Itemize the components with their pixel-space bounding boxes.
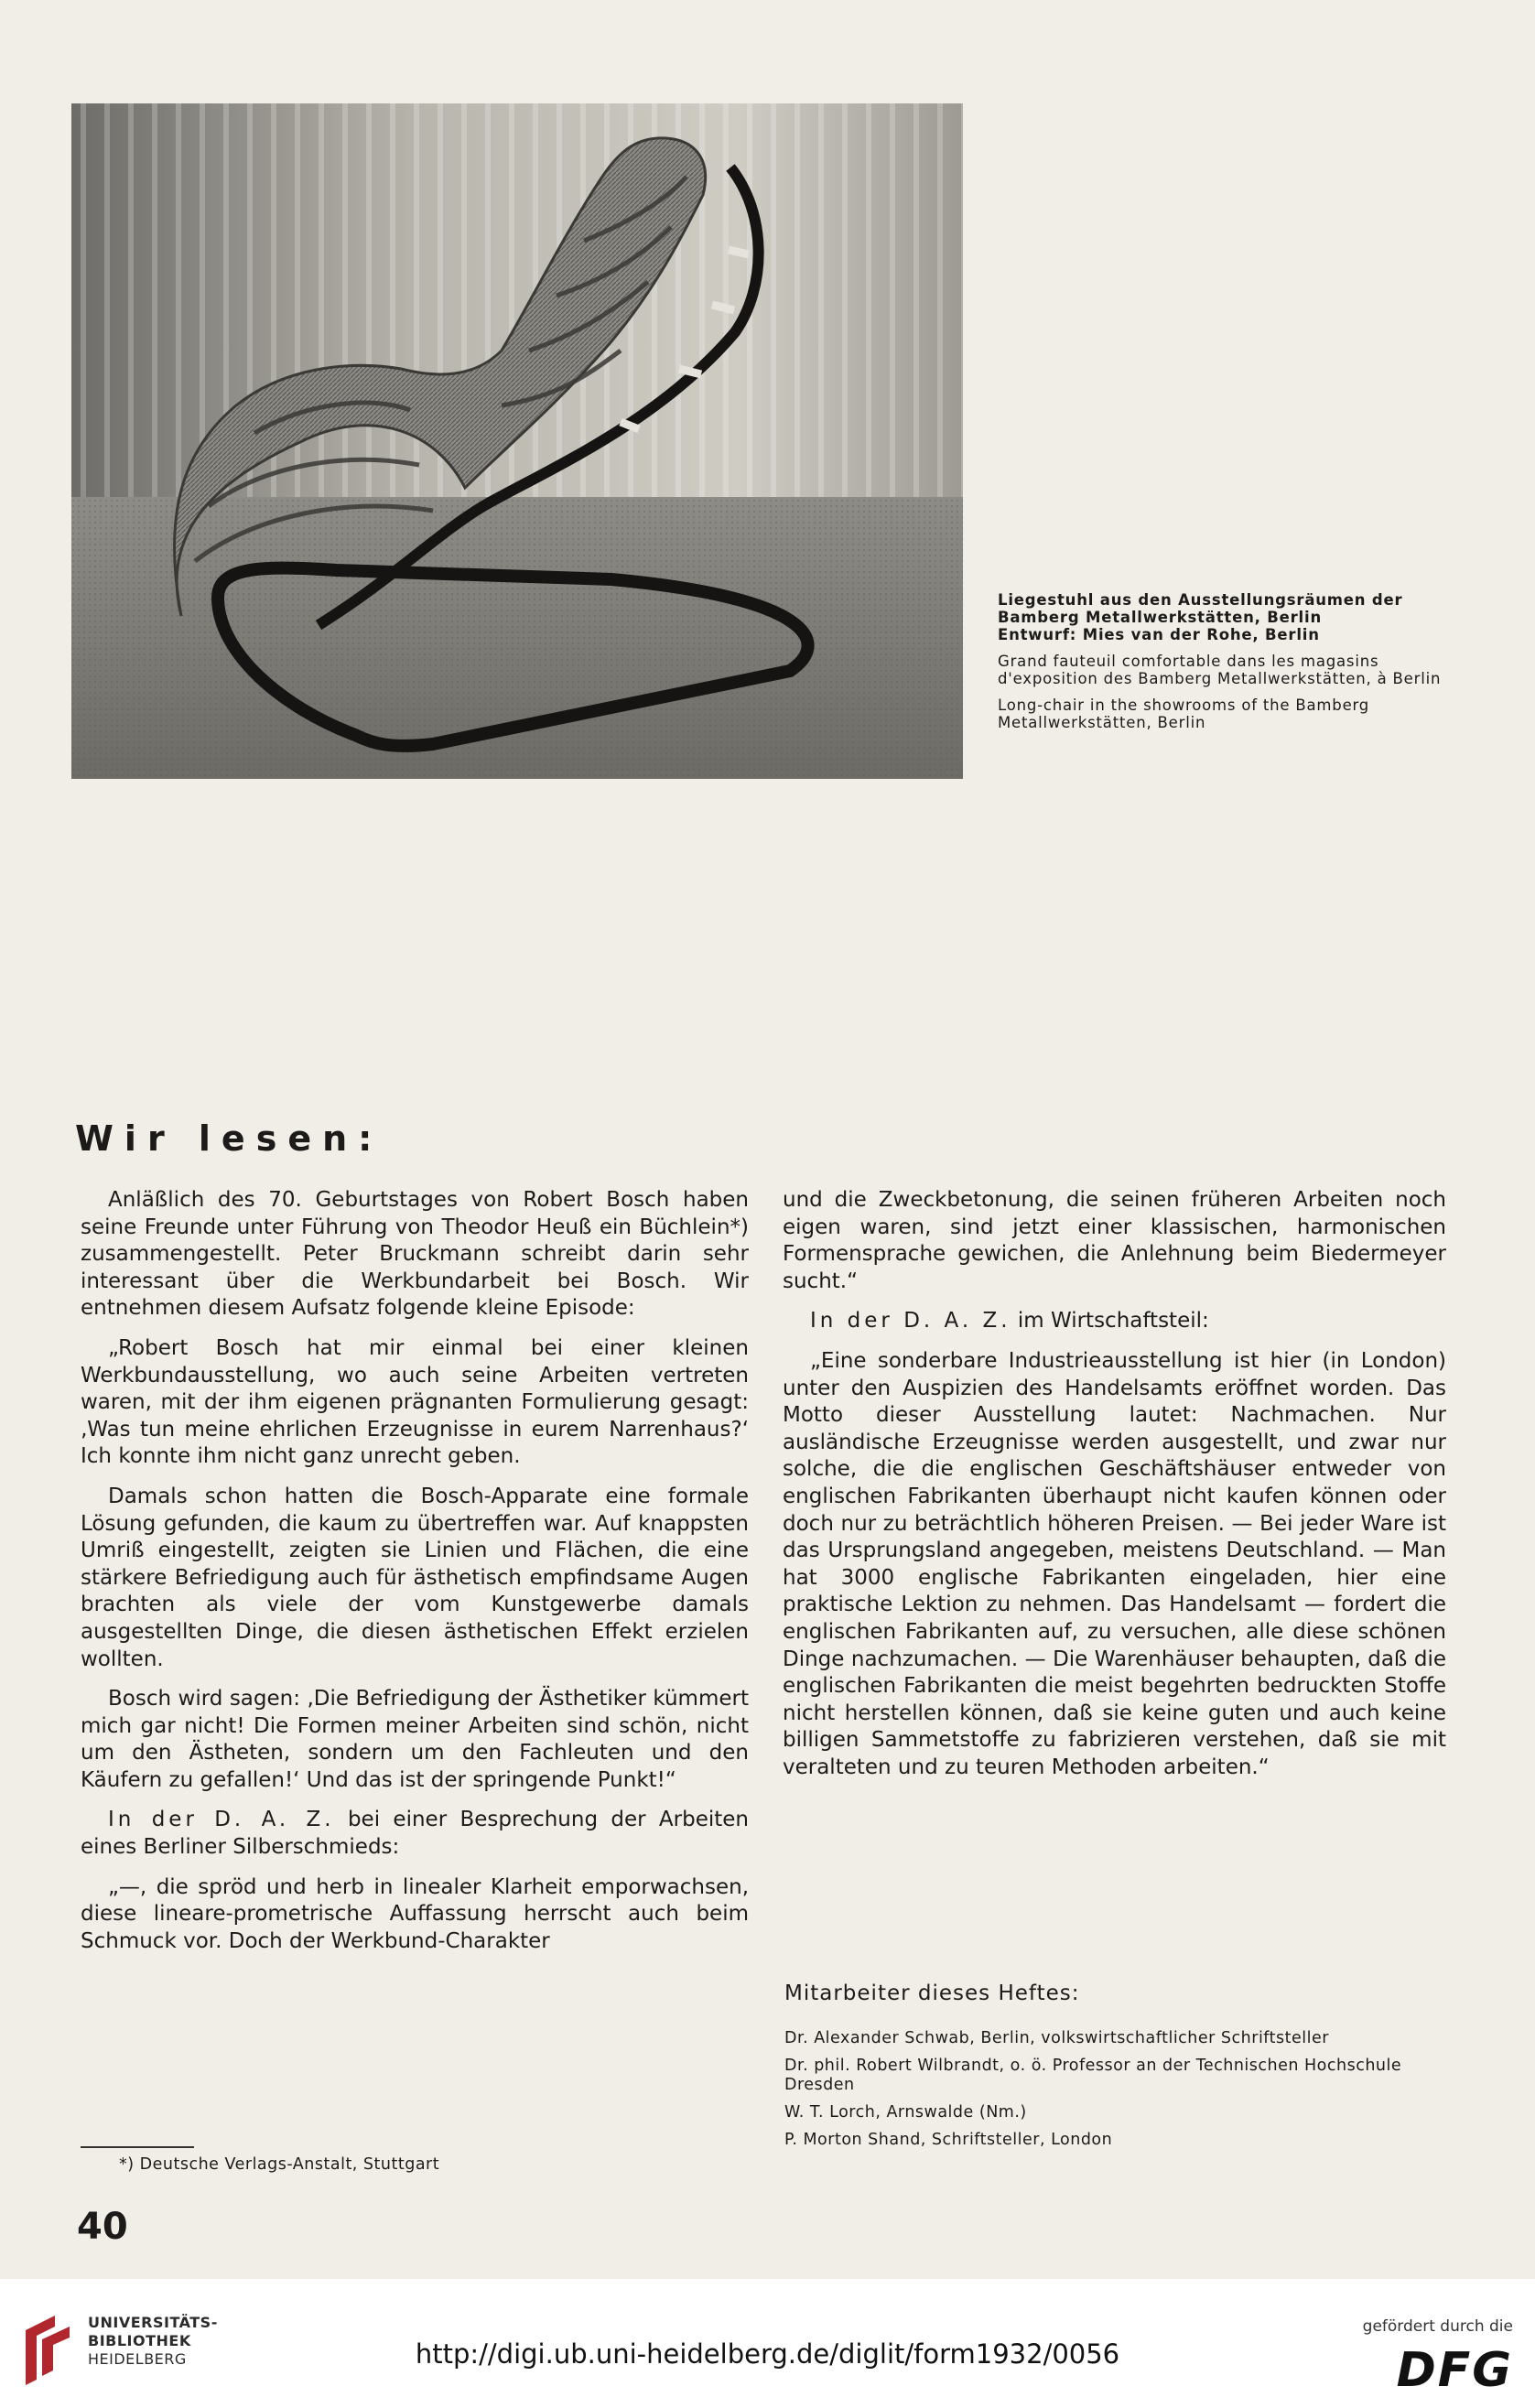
- contributors-list: [784, 2029, 1462, 2158]
- contributor-item: Dr. phil. Robert Wilbrandt, o. ö. Professor an der Technischen Hochschule Dresden: [784, 2057, 1402, 2094]
- left-paragraph-4: Bosch wird sagen: ‚Die Befriedigung der Ästhetiker kümmert mich gar nicht! Die Formen meiner Arbeiten sind schön, nicht um den Ästheten, sondern um den Fachleuten und den Käufern zu gefallen!‘ Und das ist der springende Punkt!“: [81, 1687, 749, 1792]
- footnote-rule: [81, 2146, 194, 2148]
- contributor-item: W. T. Lorch, Arnswalde (Nm.): [784, 2103, 1027, 2122]
- caption-de-line1: Liegestuhl aus den Ausstellungsräumen der: [998, 591, 1403, 609]
- right-column: [783, 1187, 1446, 1794]
- source-url[interactable]: http://digi.ub.uni-heidelberg.de/diglit/form1932/0056: [415, 2338, 1120, 2370]
- caption-de-line2: Bamberg Metallwerkstätten, Berlin: [998, 609, 1323, 626]
- section-heading: Wir lesen:: [75, 1118, 384, 1159]
- left-paragraph-5: [81, 1807, 749, 1861]
- footnote: *) Deutsche Verlags-Anstalt, Stuttgart: [119, 2155, 440, 2174]
- chair-photo: [71, 103, 963, 779]
- right-paragraph-2-rest: im Wirtschaftsteil:: [1011, 1309, 1209, 1334]
- right-paragraph-2-lead: In der D. A. Z.: [810, 1309, 1011, 1334]
- caption-en: Long-chair in the showrooms of the Bamberg Metallwerkstätten, Berlin: [998, 696, 1370, 731]
- right-paragraph-1: und die Zweckbetonung, die seinen früheren Arbeiten noch eigen waren, sind jetzt einer klassischen, harmonischen Formensprache gewichen, die Anlehnung beim Biedermeyer sucht.“: [783, 1188, 1446, 1293]
- left-column: [81, 1187, 749, 1968]
- sponsor-label: gefördert durch die: [1362, 2317, 1513, 2336]
- library-line-3: HEIDELBERG: [88, 2350, 187, 2368]
- left-paragraph-1: Anläßlich des 70. Geburtstages von Robert Bosch haben seine Freunde unter Führung von Theodor Heuß ein Büchlein*) zusammengestellt. Peter Bruckmann schreibt darin sehr interessant über die Werkbundarbeit bei Bosch. Wir entnehmen diesem Aufsatz folgende kleine Episode:: [81, 1188, 749, 1321]
- digitization-footer: [0, 2279, 1535, 2408]
- left-paragraph-5-rest: bei einer Besprechung der Arbeiten eines Berliner Silberschmieds:: [81, 1808, 750, 1860]
- contributors-title: Mitarbeiter dieses Heftes:: [784, 1981, 1080, 2005]
- library-line-1: UNIVERSITÄTS-: [88, 2314, 218, 2331]
- left-paragraph-3: Damals schon hatten die Bosch-Apparate eine formale Lösung gefunden, die kaum zu übertreffen war. Auf knappsten Umriß eingestellt, zeigten sie Linien und Flächen, die eine stärkere Befriedigung auch für ästhetisch empfindsame Augen brachten als viele der vom Kunstgewerbe damals ausgestellten Dinge, die diesen ästhetischen Effekt erzielen wollten.: [81, 1484, 749, 1671]
- caption-de-line3: Entwurf: Mies van der Rohe, Berlin: [998, 626, 1320, 643]
- page-number: 40: [77, 2206, 128, 2248]
- caption-fr: Grand fauteuil comfortable dans les magasins d'exposition des Bamberg Metallwerkstätten, à Berlin: [998, 653, 1442, 687]
- left-paragraph-6: „—, die spröd und herb in linealer Klarheit emporwachsen, diese lineare-prometrische Auffassung herrscht auch beim Schmuck vor. Doch der Werkbund-Charakter: [81, 1874, 749, 1953]
- dfg-logo: DFG: [1396, 2343, 1513, 2398]
- contributor-item: P. Morton Shand, Schriftsteller, London: [784, 2131, 1113, 2149]
- right-paragraph-3: „Eine sonderbare Industrieausstellung ist hier (in London) unter den Auspizien des Handelsamts eröffnet worden. Das Motto dieser Ausstellung lautet: Nachmachen. Nur ausländische Erzeugnisse werden ausgestellt, und zwar nur solche, die die englischen Geschäftshäuser entweder von englischen Fabrikanten überhaupt nicht kaufen können oder doch nur zu beträchtlich höheren Preisen. — Bei jeder Ware ist das Ursprungsland angegeben, meistens Deutschland. — Man hat 3000 englische Fabrikanten eingeladen, hier eine praktische Lektion zu nehmen. Das Handelsamt — fordert die englischen Fabrikanten auf, zu versuchen, alle diese schönen Dinge nachzumachen. — Die Warenhäuser behaupten, daß die englischen Fabrikanten die meist begehrten bedruckten Stoffe nicht herstellen können, daß sie keine guten und auch keine billigen Sammetstoffe zu fabrizieren verstehen, daß sie mit veralteten und zu teuren Methoden arbeiten.“: [783, 1348, 1446, 1779]
- left-paragraph-5-lead: In der D. A. Z.: [108, 1808, 335, 1832]
- contributor-item: Dr. Alexander Schwab, Berlin, volkswirtschaftlicher Schriftsteller: [784, 2029, 1329, 2047]
- left-paragraph-2: „Robert Bosch hat mir einmal bei einer kleinen Werkbundausstellung, wo auch seine Arbeiten vertreten waren, mit der ihm eigenen prägnanten Formulierung gesagt: ‚Was tun meine ehrlichen Erzeugnisse in eurem Narrenhaus?‘ Ich konnte ihm nicht ganz unrecht geben.: [81, 1335, 749, 1469]
- right-paragraph-2: [783, 1308, 1446, 1335]
- library-line-2: BIBLIOTHEK: [88, 2332, 191, 2349]
- photo-caption: [998, 591, 1455, 740]
- lounge-chair-image: [71, 103, 963, 779]
